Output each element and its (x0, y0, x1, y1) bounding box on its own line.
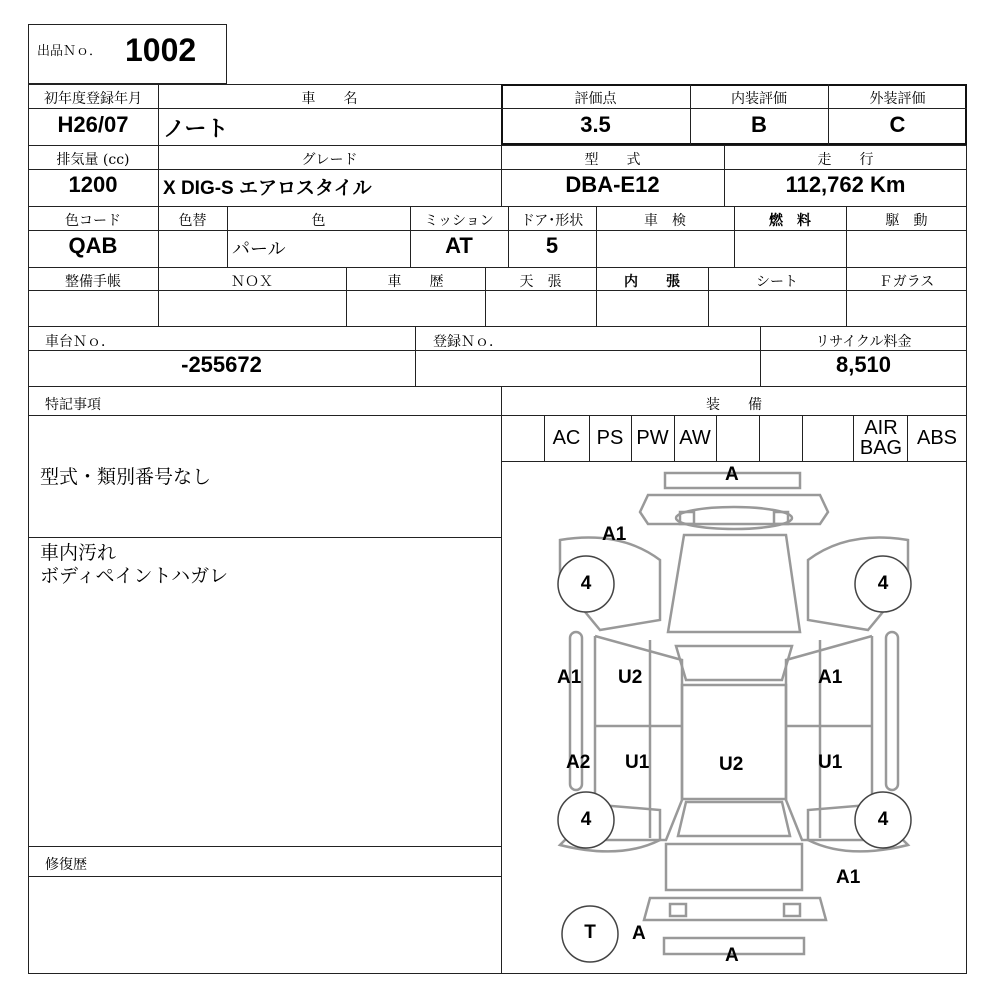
mark-rear-quarter-right: A1 (836, 867, 861, 888)
grade-value: X DIG-S エアロスタイル (163, 178, 372, 199)
color-code-header: 色コード (65, 213, 121, 229)
mark-rear-left-panel: A2 (566, 752, 591, 773)
mark-front-fender-left: A1 (602, 524, 627, 545)
mark-front-left-door: A1 (557, 667, 582, 688)
tire-rear-right: 4 (877, 809, 889, 830)
interior-value: B (751, 112, 767, 137)
tire-front-left: 4 (580, 573, 592, 594)
lot-number-label: 出品Ｎｏ． (37, 44, 103, 59)
equipment-ps: PS (596, 427, 624, 449)
history-header: 車 歴 (387, 274, 444, 290)
drive-header: 駆 動 (885, 213, 928, 229)
mark-front-left-door-inner: U2 (618, 667, 643, 688)
tire-rear-left: 4 (580, 809, 592, 830)
equipment-header: 装 備 (706, 397, 762, 413)
f-glass-header: Ｆガラス (878, 274, 935, 290)
recycle-header: リサイクル料金 (815, 334, 912, 350)
mileage-value: 112,762 Km (785, 172, 906, 197)
service-book-header: 整備手帳 (65, 274, 121, 290)
color-value: パール (232, 239, 286, 259)
equipment-ac: AC (552, 427, 581, 449)
recycle-value: 8,510 (835, 352, 892, 377)
chassis-value: -255672 (181, 352, 262, 377)
doors-header: ドア･形状 (520, 213, 584, 229)
displacement-value: 1200 (68, 172, 118, 197)
score-header: 評価点 (574, 91, 617, 107)
remark-line-3: ボディペイントハガレ (40, 565, 229, 587)
color-header: 色 (311, 213, 326, 229)
mark-front-right-door: A1 (818, 667, 843, 688)
nox-header: ＮＯＸ (231, 274, 273, 290)
mark-rear-right-door: U1 (818, 752, 843, 773)
mark-rear-bumper: A (725, 945, 739, 966)
mark-rear-left-door: U1 (625, 752, 650, 773)
exterior-header: 外装評価 (869, 91, 926, 107)
equipment-pw: PW (636, 427, 669, 449)
equipment-abs: ABS (916, 427, 958, 449)
chassis-header: 車台Ｎｏ． (45, 334, 115, 350)
remarks-header: 特記事項 (45, 397, 101, 413)
model-header: 型 式 (584, 152, 641, 168)
color-change-header: 色替 (178, 213, 207, 229)
registration-header: 登録Ｎｏ． (433, 334, 503, 350)
car-name-header: 車 名 (301, 91, 358, 107)
lot-number-value: 1002 (125, 32, 197, 68)
repair-history-header: 修復歴 (45, 857, 87, 873)
seat-header: シート (756, 274, 798, 290)
grade-header: グレード (301, 152, 358, 168)
exterior-value: C (889, 112, 906, 137)
equipment-airbag: AIR BAG (859, 417, 903, 459)
color-code-value: QAB (68, 233, 118, 258)
tire-front-right: 4 (877, 573, 889, 594)
spare-tire: T (584, 922, 596, 943)
fuel-header: 燃 料 (769, 213, 811, 229)
doors-value: 5 (545, 233, 559, 258)
remark-line-2: 車内汚れ (40, 542, 117, 564)
mark-roof: U2 (719, 754, 744, 775)
transmission-header: ミッション (424, 213, 494, 229)
reg-date-value: H26/07 (57, 112, 129, 137)
reg-date-header: 初年度登録年月 (44, 91, 142, 107)
mark-front-bumper: A (725, 464, 739, 485)
transmission-value: AT (445, 233, 473, 258)
inspection-header: 車 検 (644, 213, 686, 229)
car-name-value: ノート (163, 116, 229, 141)
remark-line-1: 型式・類別番号なし (40, 466, 212, 488)
mileage-header: 走 行 (817, 152, 874, 168)
displacement-header: 排気量 (cc) (56, 152, 130, 168)
equipment-aw: AW (679, 427, 711, 449)
interior-header: 内装評価 (731, 91, 787, 107)
mark-rear-bumper-side: A (632, 923, 646, 944)
model-value: DBA-E12 (565, 172, 660, 197)
sunroof-header: 天 張 (519, 274, 562, 290)
score-value: 3.5 (580, 112, 611, 137)
car-damage-diagram (501, 461, 967, 974)
interior-trim-header: 内 張 (624, 274, 680, 290)
